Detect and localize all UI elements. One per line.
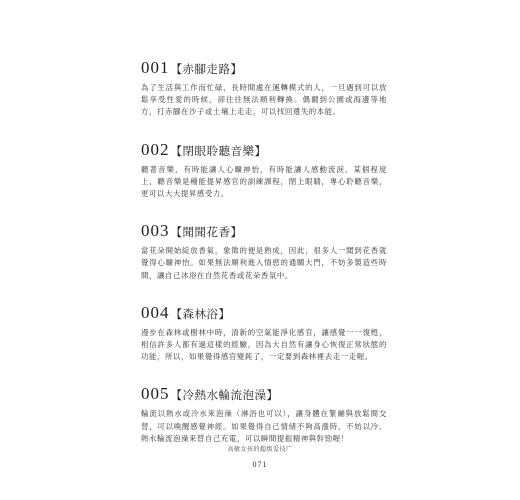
section-title: 【聞聞花香】: [170, 225, 243, 240]
tip-section-004: [141, 303, 387, 364]
tip-section-005: [141, 384, 387, 445]
section-title: 【赤腳走路】: [170, 62, 243, 76]
section-body: 輪流以熱水或冷水來泡澡（淋浴也可以），讓身體在緊繃與放鬆間交替，可以喚醒感覺神經。如果覺得自己情緒不夠高漲時，不妨以冷、熱水輪流泡澡來替自己充電，可以瞬間提振精神與幹勁喔！: [141, 409, 387, 443]
section-number: 005: [141, 384, 170, 404]
section-title: 【冷熱水輪流泡澡】: [170, 388, 279, 403]
section-heading: [141, 221, 387, 241]
page-content: [141, 58, 387, 466]
section-body: 漫步在森林或樹林中時，清新的空氣能淨化感官，讓感覺一一復甦，相信許多人都有過這樣的經驗，因為大自然有讓身心恢復正常狀態的功能，所以，如果覺得感官變鈍了，一定要到森林裡去走一走喔。: [141, 327, 387, 362]
section-title: 【閉眼聆聽音樂】: [170, 143, 267, 158]
section-number: 002: [141, 139, 170, 159]
section-title: 【森林浴】: [170, 306, 231, 321]
section-heading: [141, 384, 387, 404]
section-number: 004: [141, 302, 170, 322]
section-number: 001: [141, 58, 170, 77]
section-number: 003: [141, 221, 170, 241]
tip-section-003: [141, 221, 387, 282]
section-body: 當花朵開始綻放香氣，象徵的便是熟成，因此，很多人一聞到花香就覺得心曠神怡。如果無法順利進入情慾的通關大門，不妨多製造些時間，讓自己沐浴在自然花香或花朵香氛中。: [141, 246, 387, 280]
section-heading: [141, 58, 387, 78]
page-number: 071: [252, 460, 268, 469]
tip-section-002: [141, 140, 387, 201]
section-heading: [141, 140, 387, 160]
section-body: 聽著音樂，有時能讓人心曠神怡，有時能讓人感動流淚。某個程度上，聽音樂是種能提昇感官的訓練課程，閉上眼睛，專心聆聽音樂，更可以大大提昇感受力。: [141, 164, 387, 199]
section-heading: [141, 303, 387, 323]
tip-section-001: [141, 58, 387, 119]
section-body: 為了生活與工作而忙碌，長時間處在運轉模式的人，一旦遇到可以放鬆享受性愛的時候，卻往往無法順利轉換。偶爾到公園或海邊等地方，打赤腳在沙子或土壤上走走，可以找回遺失的本能。: [141, 83, 387, 117]
running-title: 高敏女孩的超级爱技广: [227, 446, 293, 453]
